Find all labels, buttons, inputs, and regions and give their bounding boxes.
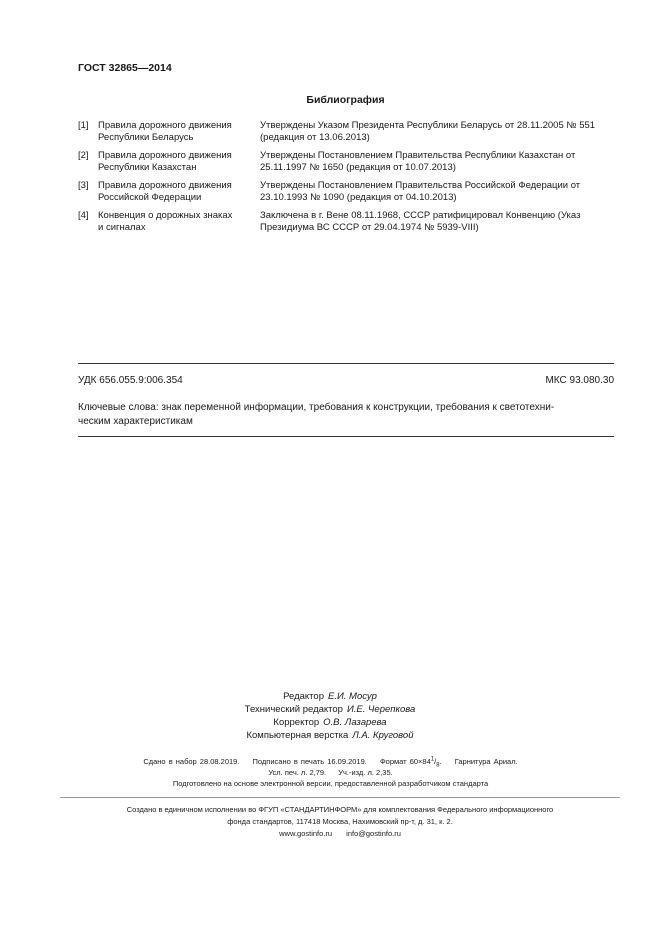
bibliography-title: Библиография [306, 94, 385, 106]
footer-line: Создано в единичном исполнении во ФГУП «СТАНДАРТИНФОРМ» для комплектования Федерального информационного [126, 805, 554, 814]
entry-name [98, 150, 260, 173]
keywords [78, 401, 614, 429]
bibliography-list [78, 120, 614, 240]
entry-number: [1] [78, 120, 89, 131]
entry-desc-line: Утверждены Указом Президента Республики Беларусь от 28.11.2005 № 551 [260, 120, 596, 131]
entry-name-line: Российской Федерации [98, 191, 202, 203]
entry-name [98, 210, 260, 233]
entry-name-line: Республики Казахстан [98, 161, 197, 173]
credit-proofreader [200, 716, 460, 729]
document-code: ГОСТ 32865—2014 [78, 62, 172, 74]
entry-desc-line: 23.10.1993 № 1090 (редакция от 04.10.2013) [260, 191, 457, 203]
entry-name-line: Правила дорожного движения [98, 120, 232, 131]
entry-name-line: Правила дорожного движения [98, 150, 232, 161]
keywords-line: ческим характеристикам [78, 416, 193, 427]
entry-desc-line: Утверждены Постановлением Правительства Республики Казахстан от [260, 150, 576, 161]
divider-bottom [78, 436, 614, 437]
footer-line: фонда стандартов, 117418 Москва, Нахимовский пр-т, д. 31, к. 2. [227, 817, 453, 826]
credit-role: Технический редактор [244, 704, 343, 715]
print-sheets: Усл. печ. л. 2,79. [268, 768, 327, 777]
bibliography-entry [78, 150, 614, 173]
credit-editor [200, 690, 460, 703]
mks-code: МКС 93.080.30 [545, 375, 614, 386]
entry-desc-line: 25.11.1997 № 1650 (редакция от 10.07.2013) [260, 161, 456, 173]
keywords-line: Ключевые слова: знак переменной информации, требования к конструкции, требования к светотехни- [78, 402, 555, 413]
entry-desc-line: Заключена в г. Вене 08.11.1968, СССР ратифицировал Конвенцию (Указ [260, 210, 581, 221]
entry-number: [3] [78, 180, 89, 191]
publisher-footer [60, 804, 620, 840]
entry-number: [4] [78, 210, 89, 221]
entry-desc-line: Президиума ВС СССР от 29.04.1974 № 5939-VIII) [260, 221, 479, 233]
entry-name [98, 120, 260, 143]
bibliography-entry [78, 210, 614, 233]
entry-description [260, 180, 614, 203]
credit-layout [200, 729, 460, 742]
website-link[interactable]: www.gostinfo.ru [279, 829, 333, 838]
credit-role: Корректор [273, 717, 320, 728]
credit-role: Редактор [283, 691, 324, 702]
credit-person: О.В. Лазарева [323, 717, 387, 728]
entry-name [98, 180, 260, 203]
entry-description [260, 150, 614, 173]
paper-format: Формат $60\times 84^1/_8$. [379, 756, 442, 768]
print-info-line [0, 756, 661, 768]
entry-name-line: Конвенция о дорожных знаках [98, 210, 233, 221]
divider-top [78, 363, 614, 364]
typeface: Гарнитура Ариал. [454, 756, 518, 766]
print-pages-line [0, 768, 661, 777]
entry-name-line: и сигналах [98, 221, 146, 233]
prepared-note: Подготовлено на основе электронной версии, предоставленной разработчиком стандарта [172, 779, 489, 788]
entry-description [260, 210, 614, 233]
format-denominator: 8 [436, 762, 440, 768]
signed-date: Подписано в печать 16.09.2019. [252, 756, 367, 766]
credit-person: Л.А. Круговой [352, 730, 414, 741]
udk-code: УДК 656.055.9:006.354 [78, 375, 183, 386]
bibliography-entry [78, 120, 614, 143]
email-link[interactable]: info@gostinfo.ru [346, 829, 401, 838]
sent-date: Сдано в набор 28.08.2019. [143, 756, 240, 766]
entry-desc-line: (редакция от 13.06.2013) [260, 131, 370, 143]
footer-links [60, 828, 620, 840]
publisher-sheets: Уч.-изд. л. 2,35. [338, 768, 393, 777]
credit-tech-editor [200, 703, 460, 716]
entry-name-line: Правила дорожного движения [98, 180, 232, 191]
format-numerator: 1 [430, 756, 435, 762]
entry-number: [2] [78, 150, 89, 161]
credits-block [200, 690, 460, 742]
entry-description [260, 120, 614, 143]
footer-divider [60, 797, 620, 798]
entry-name-line: Республики Беларусь [98, 131, 194, 143]
credit-person: И.Е. Черепкова [346, 704, 416, 715]
entry-desc-line: Утверждены Постановлением Правительства Российской Федерации от [260, 180, 581, 191]
format-prefix: Формат 60×84 [379, 756, 431, 766]
bibliography-entry [78, 180, 614, 203]
credit-role: Компьютерная верстка [246, 730, 349, 741]
credit-person: Е.И. Мосур [327, 691, 377, 702]
